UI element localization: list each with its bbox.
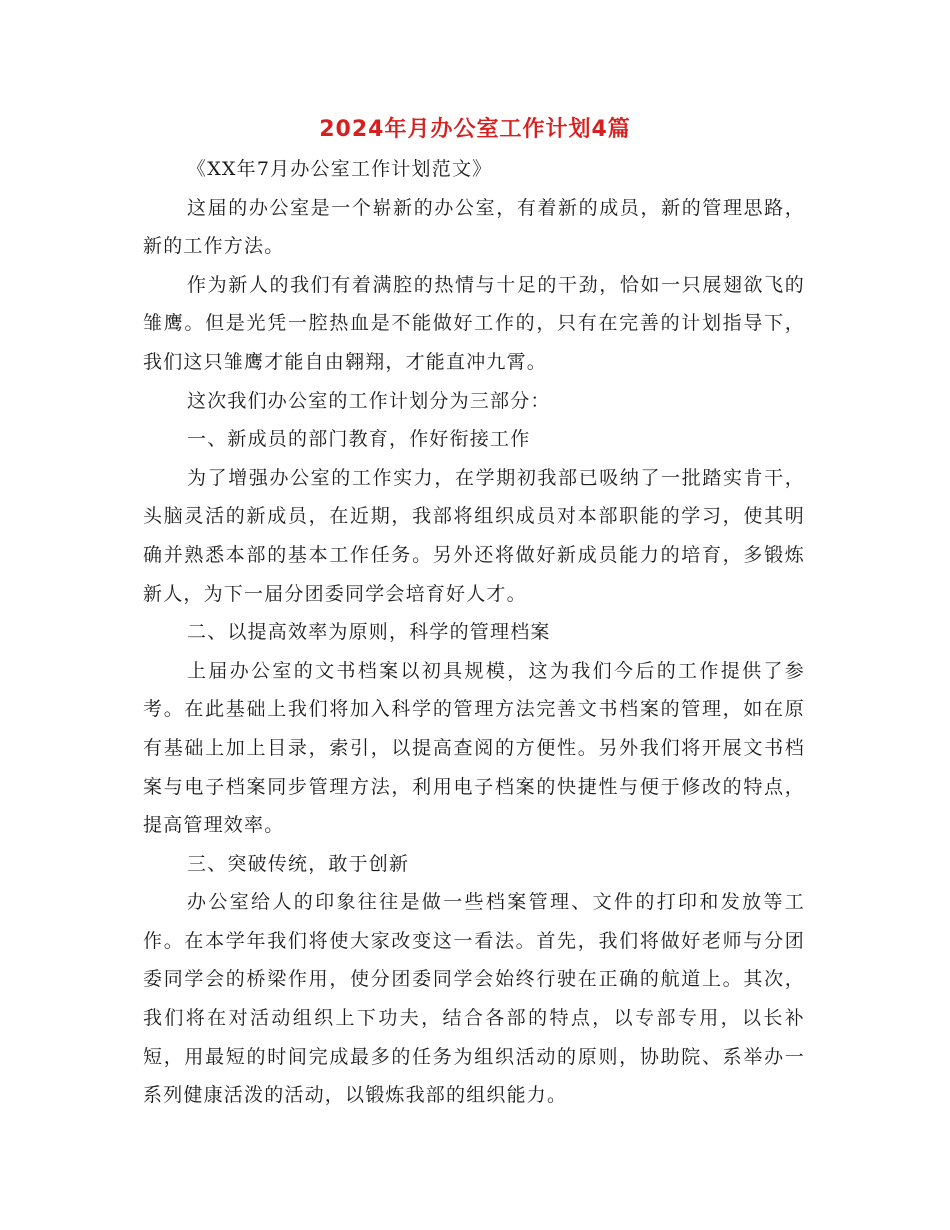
- section-heading: 一、新成员的部门教育，作好衔接工作: [187, 428, 531, 451]
- paragraph: 为了增强办公室的工作实力，在学期初我部已吸纳了一批踏实肯干，头脑灵活的新成员，在近期，我部将组织成员对本部职能的学习，使其明确并熟悉本部的基本工作任务。另外还将做好新成员能力的培育，多锻炼新人，为下一届分团委同学会培育好人才。: [143, 466, 805, 605]
- document-body: [143, 150, 805, 1115]
- paragraph-subtitle: 《XX年7月办公室工作计划范文》: [187, 158, 493, 180]
- document-title: 2024年月办公室工作计划4篇: [319, 117, 631, 142]
- paragraph: 上届办公室的文书档案以初具规模，这为我们今后的工作提供了参考。在此基础上我们将加入科学的管理方法完善文书档案的管理，如在原有基础上加上目录，索引，以提高查阅的方便性。另外我们将开展文书档案与电子档案同步管理方法，利用电子档案的快捷性与便于修改的特点，提高管理效率。: [143, 659, 805, 837]
- section-heading: 二、以提高效率为原则，科学的管理档案: [187, 621, 551, 644]
- paragraph: 办公室给人的印象往往是做一些档案管理、文件的打印和发放等工作。在本学年我们将使大家改变这一看法。首先，我们将做好老师与分团委同学会的桥梁作用，使分团委同学会始终行驶在正确的航道上。其次，我们将在对活动组织上下功夫，结合各部的特点，以专部专用，以长补短，用最短的时间完成最多的任务为组织活动的原则，协助院、系举办一系列健康活泼的活动，以锻炼我部的组织能力。: [143, 891, 805, 1107]
- paragraph: 作为新人的我们有着满腔的热情与十足的干劲，恰如一只展翅欲飞的雏鹰。但是光凭一腔热血是不能做好工作的，只有在完善的计划指导下，我们这只雏鹰才能自由翱翔，才能直冲九霄。: [143, 273, 805, 373]
- paragraph: 这次我们办公室的工作计划分为三部分：: [187, 389, 551, 412]
- section-heading: 三、突破传统，敢于创新: [187, 852, 410, 875]
- paragraph: 这届的办公室是一个崭新的办公室，有着新的成员，新的管理思路，新的工作方法。: [143, 196, 805, 258]
